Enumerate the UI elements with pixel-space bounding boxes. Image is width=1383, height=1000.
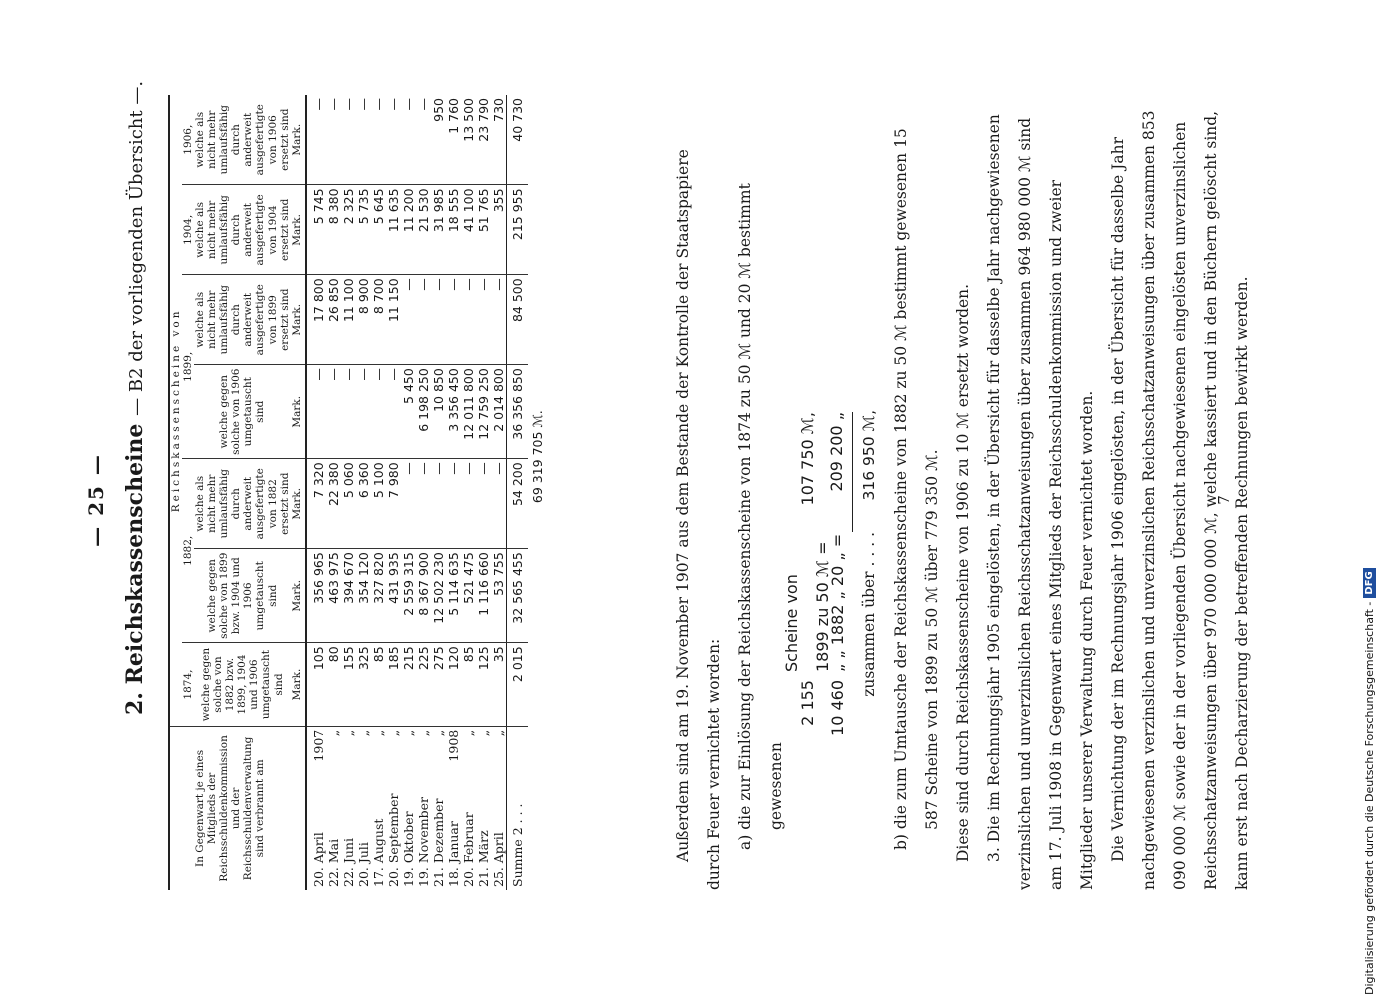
value-cell: 356 965 [306, 549, 326, 643]
value-cell: — [431, 275, 446, 365]
value-cell: 6 360 [356, 459, 371, 549]
sum-label: Summe 2 . . . [506, 726, 528, 890]
value-cell: — [401, 275, 416, 365]
header-col5: welche als nicht mehr umlaufsfähig durch anderweit ausgefertigte von 1899 ersetzt sind [194, 275, 291, 365]
list-item-a: a) die zur Einlösung der Reichskassenscheine von 1874 zu 50 ℳ und 20 ℳ bestimmt gewesenen [736, 183, 785, 850]
date-label: 18. Januar [445, 821, 461, 887]
value-cell: — [416, 275, 431, 365]
year-label: „ [430, 729, 446, 737]
value-cell: 5 645 [371, 185, 386, 275]
year-label: „ [325, 729, 341, 737]
header-col2: welche gegen solche von 1899 bzw. 1904 und 1906 umgetauscht sind [194, 549, 291, 643]
value-cell: 325 [356, 643, 371, 726]
value-cell: 85 [461, 643, 476, 726]
dfg-logo: DFG [1363, 568, 1376, 597]
value-cell: — [446, 275, 461, 365]
value-cell: — [341, 95, 356, 185]
table-row [446, 95, 461, 890]
table-row [461, 95, 476, 890]
value-cell: 5 060 [341, 459, 356, 549]
value-cell: 275 [431, 643, 446, 726]
table-row [326, 95, 341, 890]
table-row [491, 95, 507, 890]
header-1882: 1882, [182, 459, 194, 643]
value-cell: 8 700 [371, 275, 386, 365]
value-cell: — [416, 459, 431, 549]
value-cell: — [491, 275, 507, 365]
table-row [356, 95, 371, 890]
value-cell: 105 [306, 643, 326, 726]
value-cell: — [371, 365, 386, 459]
table-row [431, 95, 446, 890]
value-cell: 26 850 [326, 275, 341, 365]
year-label: „ [415, 729, 431, 737]
header-col7: welche als nicht mehr umlaufsfähig durch anderweit ausgefertigte von 1906 ersetzt sind [194, 95, 291, 185]
value-cell: 5 100 [371, 459, 386, 549]
value-cell: — [416, 95, 431, 185]
date-cell [461, 726, 476, 890]
value-cell: 327 820 [371, 549, 386, 643]
page-number: — 25 — [84, 453, 108, 547]
value-cell: 22 380 [326, 459, 341, 549]
sum-cell: 40 730 [506, 95, 528, 185]
value-cell: 355 [491, 185, 507, 275]
calc-value: 107 750 ℳ, [797, 412, 817, 506]
value-cell: 8 900 [356, 275, 371, 365]
value-cell: 53 755 [491, 549, 507, 643]
value-cell: 17 800 [306, 275, 326, 365]
dfg-sidebar [1357, 25, 1381, 995]
unit-label: Mark. [291, 643, 306, 726]
value-cell: 2 325 [341, 185, 356, 275]
calc-value: 209 200 „ [821, 412, 853, 532]
sum-cell: 2 015 [506, 643, 528, 726]
year-label: „ [355, 729, 371, 737]
value-cell: 10 850 [431, 365, 446, 459]
unit-label: Mark. [291, 185, 306, 275]
date-cell [491, 726, 507, 890]
calc-count: 10 460 [827, 680, 847, 736]
header-col3: welche als nicht mehr umlaufsfähig durch anderweit ausgefertigte von 1882 ersetzt sind [194, 459, 291, 549]
value-cell: 12 502 230 [431, 549, 446, 643]
value-cell: — [461, 459, 476, 549]
value-cell: 8 380 [326, 185, 341, 275]
header-col1: welche gegen solche von 1882 bzw. 1899, 1904 und 1906 umgetauscht sind [194, 643, 291, 726]
value-cell: 155 [341, 643, 356, 726]
calc-desc: Scheine von 1899 zu 50 ℳ = [782, 541, 832, 672]
date-cell [386, 726, 401, 890]
value-cell: 950 [431, 95, 446, 185]
value-cell: 7 320 [306, 459, 326, 549]
value-cell: — [386, 95, 401, 185]
value-cell: 431 935 [386, 549, 401, 643]
value-cell: 18 555 [446, 185, 461, 275]
value-cell: 2 014 800 [491, 365, 507, 459]
value-cell: 5 114 635 [446, 549, 461, 643]
year-label: „ [475, 729, 491, 737]
value-cell: — [356, 95, 371, 185]
value-cell: — [386, 365, 401, 459]
date-label: 17. August [370, 818, 386, 887]
value-cell: 125 [476, 643, 491, 726]
header-main: Reichskassenscheine von [169, 95, 182, 726]
value-cell: 394 670 [341, 549, 356, 643]
value-cell: 11 635 [386, 185, 401, 275]
header-col6: welche als nicht mehr umlaufsfähig durch anderweit ausgefertigte von 1904 ersetzt sind [194, 185, 291, 275]
value-cell: — [476, 275, 491, 365]
value-cell: 31 985 [431, 185, 446, 275]
value-cell: 21 530 [416, 185, 431, 275]
header-1906: 1906, [182, 95, 194, 185]
date-label: 21. März [475, 830, 491, 887]
paragraph: Diese sind durch Reichskassenscheine von 1906 zu 10 ℳ ersetzt worden. [954, 283, 972, 862]
value-cell: 13 500 [461, 95, 476, 185]
value-cell: 730 [491, 95, 507, 185]
calc-sum [852, 410, 886, 740]
value-cell: 1 760 [446, 95, 461, 185]
date-label: 20. Juli [355, 842, 371, 887]
sum-cell: 36 356 850 [506, 365, 528, 459]
value-cell: — [326, 365, 341, 459]
value-cell: 354 120 [356, 549, 371, 643]
calculation [782, 410, 852, 740]
grand-total: 69 319 705 ℳ. [529, 410, 545, 504]
value-cell: 41 100 [461, 185, 476, 275]
value-cell: 7 980 [386, 459, 401, 549]
table-row [401, 95, 416, 890]
sidebar-text: Digitalisierung gefördert durch die Deutsche Forschungsgemeinschaft - [1362, 601, 1376, 995]
date-label: 19. November [415, 796, 431, 887]
value-cell: — [431, 459, 446, 549]
header-1899: 1899, [182, 275, 194, 459]
unit-label: Mark. [291, 549, 306, 643]
sum-cell: 215 955 [506, 185, 528, 275]
header-date: In Gegenwart je eines Mitglieds der Reichsschuldenkommission und der Reichsschuldenverwaltung sind verbrannt am [169, 726, 291, 890]
value-cell: 8 367 900 [416, 549, 431, 643]
date-cell [416, 726, 431, 890]
year-label: „ [460, 729, 476, 737]
calc-sum-value: 316 950 ℳ, [859, 410, 878, 501]
value-cell: 225 [416, 643, 431, 726]
value-cell: — [341, 365, 356, 459]
value-cell: 463 975 [326, 549, 341, 643]
footer-number: 7 [1215, 495, 1233, 505]
paragraph: Die Vernichtung der im Rechnungsjahr 1906 eingelösten, in der Übersicht für dasselbe Jahr nachgewiesenen verzinslichen und unverzinslichen Reichsschatzanweisungen über zusammen 853 090 000 ℳ sowie der in der vorliegenden Übersicht nachgewiesenen eingelösten unverzinslichen Reichsschatzanweisungen über 970 000 000 ℳ, welche kassiert und in den Büchern gelöscht sind, kann erst nach Decharzierung der betreffenden Rechnungen bewirkt werden. [1109, 110, 1251, 890]
date-label: 25. April [490, 832, 506, 887]
value-cell: — [446, 459, 461, 549]
value-cell: — [326, 95, 341, 185]
date-label: 19. Oktober [400, 811, 416, 887]
section-heading: 2. Reichskassenscheine [122, 423, 148, 715]
table-row [371, 95, 386, 890]
value-cell: 5 735 [356, 185, 371, 275]
value-cell: 5 745 [306, 185, 326, 275]
unit-label: Mark. [291, 459, 306, 549]
date-label: 20. April [310, 832, 326, 887]
value-cell: — [371, 95, 386, 185]
value-cell: 12 011 800 [461, 365, 476, 459]
value-cell: 6 198 250 [416, 365, 431, 459]
value-cell: — [356, 365, 371, 459]
unit-label: Mark. [291, 275, 306, 365]
date-cell [341, 726, 356, 890]
year-label: 1907 [310, 729, 326, 762]
value-cell: 11 100 [341, 275, 356, 365]
date-cell [476, 726, 491, 890]
date-cell [306, 726, 326, 890]
value-cell: 2 559 315 [401, 549, 416, 643]
value-cell: — [491, 459, 507, 549]
calc-desc: „ „ 1882 „ 20 „ = [827, 533, 847, 672]
value-cell: — [461, 275, 476, 365]
value-cell: 85 [371, 643, 386, 726]
date-label: 20. Februar [460, 812, 476, 887]
date-cell [371, 726, 386, 890]
reichskassenscheine-table [168, 95, 545, 890]
year-label: „ [370, 729, 386, 737]
body-text [668, 100, 1258, 890]
table-row [306, 95, 326, 890]
paragraph: 3. Die im Rechnungsjahr 1905 eingelösten, in der Übersicht für dasselbe Jahr nachgewiesenen verzinslichen und unverzinslichen Reichsschatzanweisungen über zusammen 964 980 000 ℳ sind am 17. Juli 1908 in Gegenwart eines Mitglieds der Reichsschuldenkommission und zweier Mitglieder unserer Verwaltung durch Feuer vernichtet worden. [985, 114, 1096, 890]
sum-cell: 32 565 455 [506, 549, 528, 643]
value-cell: 80 [326, 643, 341, 726]
value-cell: 185 [386, 643, 401, 726]
value-cell: 1 116 660 [476, 549, 491, 643]
table-row [341, 95, 356, 890]
date-label: 21. Dezember [430, 798, 446, 887]
value-cell: — [401, 459, 416, 549]
value-cell: 3 356 450 [446, 365, 461, 459]
value-cell: 23 790 [476, 95, 491, 185]
value-cell: 12 759 250 [476, 365, 491, 459]
year-label: „ [490, 729, 506, 737]
date-cell [356, 726, 371, 890]
table-row [416, 95, 431, 890]
year-label: „ [340, 729, 356, 737]
value-cell: 51 765 [476, 185, 491, 275]
header-1874: 1874, [182, 643, 194, 726]
table-row [476, 95, 491, 890]
value-cell: — [401, 95, 416, 185]
year-label: „ [385, 729, 401, 737]
table-row [386, 95, 401, 890]
paragraph: Außerdem sind am 19. November 1907 aus dem Bestande der Kontrolle der Staatspapiere durch Feuer vernichtet worden: [674, 149, 723, 890]
year-label: 1908 [445, 729, 461, 762]
value-cell: 215 [401, 643, 416, 726]
calc-count: 2 155 [797, 680, 817, 726]
date-cell [446, 726, 461, 890]
value-cell: — [476, 459, 491, 549]
value-cell: 5 450 [401, 365, 416, 459]
section-subtitle: — B2 der vorliegenden Übersicht —. [126, 80, 147, 416]
value-cell: 35 [491, 643, 507, 726]
value-cell: 120 [446, 643, 461, 726]
value-cell: 521 475 [461, 549, 476, 643]
unit-label: Mark. [291, 95, 306, 185]
value-cell: 11 150 [386, 275, 401, 365]
calc-sum-label: zusammen über . . . . [859, 532, 878, 697]
sum-cell: 84 500 [506, 275, 528, 365]
year-label: „ [400, 729, 416, 737]
date-label: 20. September [385, 793, 401, 887]
date-cell [326, 726, 341, 890]
header-col4: welche gegen solche von 1906 umgetauscht sind [194, 365, 291, 459]
value-cell: 11 200 [401, 185, 416, 275]
value-cell: — [306, 95, 326, 185]
list-item-b: b) die zum Umtausche der Reichskassenscheine von 1882 zu 50 ℳ bestimmt gewesenen 15 587 Scheine von 1899 zu 50 ℳ über 779 350 ℳ. [892, 128, 941, 850]
section-title [122, 81, 148, 715]
value-cell: — [306, 365, 326, 459]
header-1904: 1904, [182, 185, 194, 275]
date-label: 22. Juni [340, 838, 356, 887]
unit-label: Mark. [291, 365, 306, 459]
date-cell [431, 726, 446, 890]
date-label: 22. Mai [325, 838, 341, 887]
sum-cell: 54 200 [506, 459, 528, 549]
date-cell [401, 726, 416, 890]
